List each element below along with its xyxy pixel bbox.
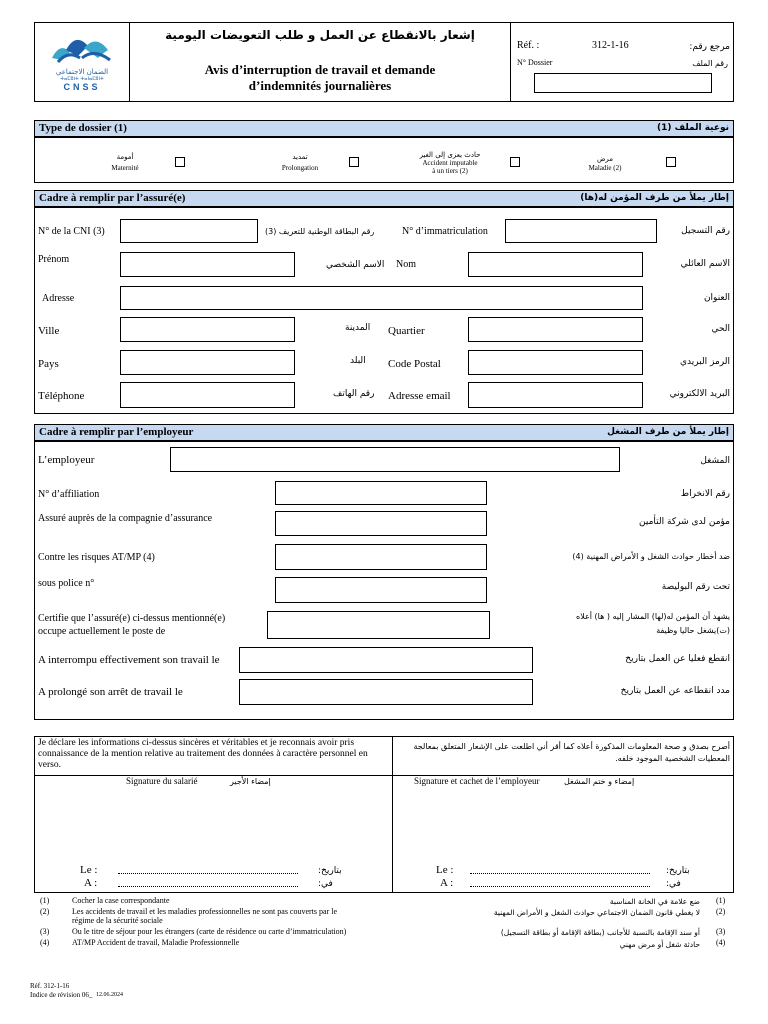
footnote-4-num-ar: (4): [716, 938, 726, 947]
title-ar: إشعار بالانقطاع عن العمل و طلب التعويضات اليومية: [165, 28, 475, 42]
email-label: Adresse email: [388, 390, 451, 402]
employeur-section-title-ar: إطار يملأ من طرف المشغل: [607, 427, 729, 437]
nom-label-ar: الاسم العائلي: [680, 259, 730, 269]
type-section-bar: [34, 120, 734, 137]
accident-tiers-checkbox[interactable]: [510, 157, 520, 167]
quartier-field[interactable]: [468, 317, 643, 342]
adresse-field[interactable]: [120, 286, 643, 310]
cni-label-ar: رقم البطاقة الوطنية للتعريف (3): [265, 227, 375, 236]
footnote-3-num: (3): [40, 927, 50, 936]
type-section-title-ar: نوعية الملف (1): [657, 123, 729, 133]
interrompu-date-field[interactable]: [239, 647, 533, 673]
a-line-employeur[interactable]: [470, 886, 650, 887]
dossier-label: N° Dossier: [517, 58, 553, 67]
le-line-employeur[interactable]: [470, 873, 650, 874]
certifie-ar-line1: يشهد أن المؤمن له(لها) المشار إليه ( ها) أعلاه: [576, 612, 730, 621]
certifie-ar-line2: (ت)يشغل حاليا وظيفة: [656, 626, 730, 635]
footnote-1-fr: Cocher la case correspondante: [72, 896, 170, 905]
poste-field[interactable]: [267, 611, 490, 639]
police-label: sous police n°: [38, 578, 95, 589]
employeur-label-ar: المشغل: [700, 456, 730, 466]
footnote-2-ar: لا يغطي قانون الضمان الاجتماعي حوادث الشغل و الأمراض المهنية: [493, 908, 700, 917]
immat-field[interactable]: [505, 219, 657, 243]
footnote-1-num: (1): [40, 896, 50, 905]
tel-field[interactable]: [120, 382, 295, 408]
interrompu-label-ar: انقطع فعليا عن العمل بتاريخ: [625, 654, 730, 664]
ville-label: Ville: [38, 325, 60, 337]
ville-field[interactable]: [120, 317, 295, 342]
prolonge-label: A prolongé son arrêt de travail le: [38, 686, 183, 698]
declaration-text-fr: Je déclare les informations ci-dessus sincères et véritables et je reconnais avoir pris connaissance de la mention relative au traitement des données à caractère personnel en verso.: [38, 738, 368, 770]
email-label-ar: البريد الالكتروني: [669, 389, 730, 399]
footnote-4-ar: حادثة شغل أو مرض مهني: [619, 940, 700, 949]
maladie-label: Maladie (2): [588, 164, 622, 172]
footer-revision: Indice de révision 06_: [30, 991, 93, 999]
email-field[interactable]: [468, 382, 643, 408]
prolongation-label: Prolongation: [281, 164, 319, 172]
prolonge-label-ar: مدد انقطاعه عن العمل بتاريخ: [620, 686, 730, 696]
accident-tiers-label: Accident imputable: [422, 159, 478, 167]
le-label-employeur: Le :: [436, 864, 454, 876]
police-label-ar: تحت رقم البوليصة: [661, 582, 730, 592]
employeur-field[interactable]: [170, 447, 620, 472]
prolonge-date-field[interactable]: [239, 679, 533, 705]
nom-label: Nom: [396, 259, 416, 270]
prenom-label-ar: الاسم الشخصي: [326, 260, 385, 270]
affiliation-field[interactable]: [275, 481, 487, 505]
nom-field[interactable]: [468, 252, 643, 277]
a-label-employeur-ar: في:: [666, 879, 681, 889]
ref-label-ar: مرجع رقم:: [689, 42, 730, 52]
maternite-checkbox[interactable]: [175, 157, 185, 167]
quartier-label-ar: الحي: [711, 324, 730, 334]
assure-section-title-ar: إطار يملأ من طرف المؤمن له(ها): [580, 193, 729, 203]
cp-field[interactable]: [468, 350, 643, 375]
maladie-label-ar: مرض: [596, 155, 614, 163]
footer-ref: Réf. 312-1-16: [30, 982, 70, 990]
footnote-3-ar: أو سند الإقامة بالنسبة للأجانب (بطاقة الإقامة أو بطاقة التسجيل): [500, 928, 700, 937]
interrompu-label: A interrompu effectivement son travail le: [38, 654, 220, 666]
certifie-line2: occupe actuellement le poste de: [38, 626, 166, 637]
sig-salarie-label: Signature du salarié: [126, 776, 198, 786]
employeur-label: L’employeur: [38, 454, 95, 466]
cnss-logo: [44, 28, 120, 92]
le-label-salarie: Le :: [80, 864, 98, 876]
a-line-salarie[interactable]: [118, 886, 298, 887]
footnote-2-fr2: régime de la sécurité sociale: [72, 916, 163, 925]
footnote-1-num-ar: (1): [716, 896, 726, 905]
declaration-divider-v: [392, 736, 393, 893]
adresse-label: Adresse: [42, 293, 75, 304]
maternite-label-ar: أمومة: [116, 153, 134, 161]
footnote-2-num-ar: (2): [716, 907, 726, 916]
le-label-salarie-ar: بتاريخ:: [318, 866, 342, 876]
footnote-2-num: (2): [40, 907, 50, 916]
title-fr-line2: d’indemnités journalières: [248, 78, 392, 93]
ville-label-ar: المدينة: [345, 323, 371, 333]
logo-icon: [44, 28, 120, 68]
logo-text-tifinagh: ⵜⴰⵎⵓⵏⵜ ⵜⴰⵏⴰⵎⵓⵏⵜ: [60, 76, 104, 82]
risques-label-ar: ضد أخطار حوادث الشغل و الأمراض المهنية (4): [572, 552, 730, 561]
a-label-salarie: A :: [84, 877, 98, 889]
prolongation-checkbox[interactable]: [349, 157, 359, 167]
compagnie-field[interactable]: [275, 511, 487, 536]
footnote-4-num: (4): [40, 938, 50, 947]
logo-text-ar: الضمان الاجتماعي: [55, 68, 109, 76]
affiliation-label-ar: رقم الانخراط: [680, 489, 730, 499]
a-label-employeur: A :: [440, 877, 454, 889]
compagnie-label: Assuré auprès de la compagnie d’assurance: [38, 513, 213, 524]
type-section-title: Type de dossier (1): [39, 122, 127, 134]
risques-field[interactable]: [275, 544, 487, 570]
quartier-label: Quartier: [388, 325, 425, 337]
footnote-2-fr: Les accidents de travail et les maladies professionnelles ne sont pas couverts par le: [72, 907, 338, 916]
footnote-3-num-ar: (3): [716, 927, 726, 936]
cni-field[interactable]: [120, 219, 258, 243]
tel-label: Téléphone: [38, 390, 85, 402]
cp-label-ar: الرمز البريدي: [679, 357, 730, 367]
assure-section-bar: [34, 190, 734, 207]
le-label-employeur-ar: بتاريخ:: [666, 866, 690, 876]
assure-section-title: Cadre à remplir par l’assuré(e): [39, 192, 186, 204]
accident-tiers-label-ar: حادث يعزى إلى الغير: [419, 151, 481, 159]
cni-label: N° de la CNI (3): [38, 226, 105, 237]
footnote-1-ar: ضع علامة في الخانة المناسبة: [609, 897, 700, 906]
prolongation-label-ar: تمديد: [292, 153, 308, 161]
compagnie-label-ar: مؤمن لدى شركة التأمين: [639, 517, 730, 527]
prenom-field[interactable]: [120, 252, 295, 277]
risques-label: Contre les risques AT/MP (4): [38, 552, 155, 563]
tel-label-ar: رقم الهاتف: [333, 389, 375, 399]
pays-label: Pays: [38, 358, 59, 370]
logo-text-cnss: CNSS: [63, 82, 101, 92]
a-label-salarie-ar: في:: [318, 879, 333, 889]
prenom-label: Prénom: [38, 254, 70, 265]
dossier-label-ar: رقم الملف: [692, 59, 728, 68]
footer-date: 12.06.2024: [96, 992, 123, 998]
declaration-text-ar: أصرح بصدق و صحة المعلومات المذكورة أعلاه كما أقر أني اطلعت على الإشعار المتعلق بمعالجة المعطيات الشخصية الموجود خلفه.: [413, 742, 730, 763]
title-fr-line1: Avis d’interruption de travail et demande: [204, 62, 436, 77]
employeur-section-bar: [34, 424, 734, 441]
ref-label: Réf. :: [517, 40, 540, 51]
immat-label: N° d’immatriculation: [402, 226, 488, 237]
cp-label: Code Postal: [388, 358, 441, 370]
affiliation-label: N° d’affiliation: [38, 489, 100, 500]
sig-employeur-label-ar: إمضاء و ختم المشغل: [564, 777, 635, 786]
pays-field[interactable]: [120, 350, 295, 375]
immat-label-ar: رقم التسجيل: [681, 226, 730, 236]
pays-label-ar: البلد: [350, 356, 366, 366]
sig-employeur-label: Signature et cachet de l’employeur: [414, 776, 540, 786]
maladie-checkbox[interactable]: [666, 157, 676, 167]
accident-tiers-label-2: à un tiers (2): [432, 167, 468, 175]
maternite-label: Maternité: [111, 164, 139, 172]
police-field[interactable]: [275, 577, 487, 603]
le-line-salarie[interactable]: [118, 873, 298, 874]
ref-value: 312-1-16: [592, 40, 629, 51]
employeur-section-title: Cadre à remplir par l’employeur: [39, 426, 194, 438]
footnote-3-fr: Ou le titre de séjour pour les étrangers (carte de résidence ou carte d’immatriculation): [72, 927, 347, 936]
certifie-line1: Certifie que l’assuré(e) ci-dessus mentionné(e): [38, 613, 226, 624]
dossier-field[interactable]: [534, 73, 712, 93]
adresse-label-ar: العنوان: [703, 293, 730, 303]
footnote-4-fr: AT/MP Accident de travail, Maladie Professionnelle: [72, 938, 240, 947]
sig-salarie-label-ar: إمضاء الأجير: [230, 777, 271, 786]
